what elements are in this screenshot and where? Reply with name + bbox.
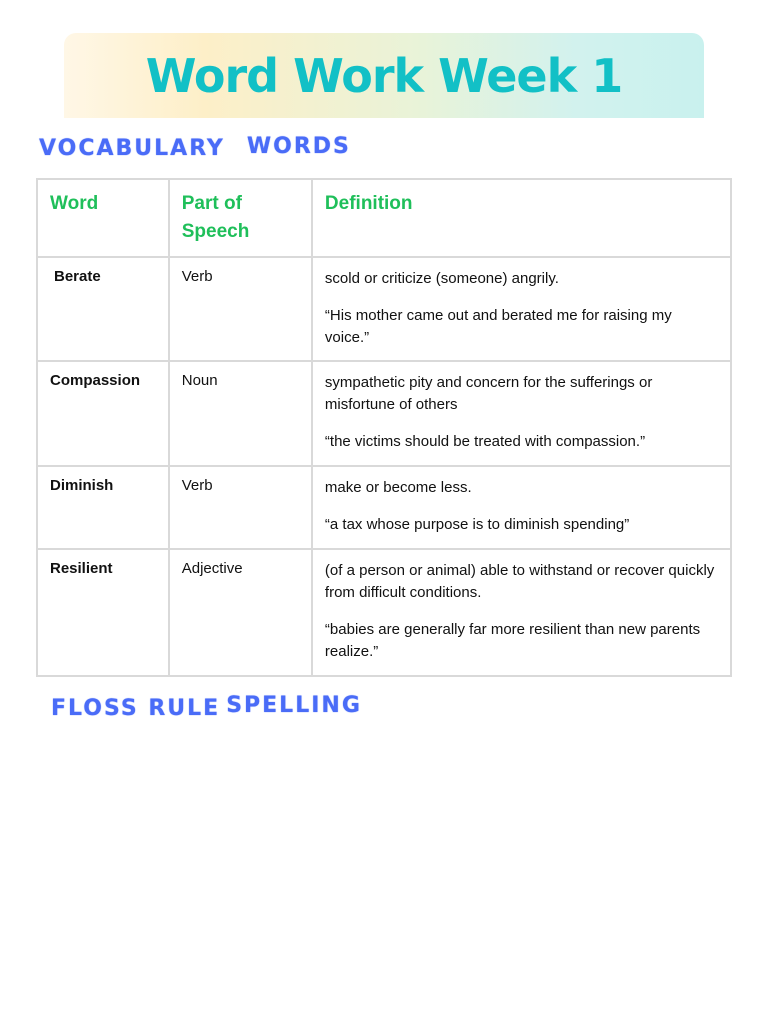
word-cell: Diminish	[37, 466, 169, 549]
definition-text: sympathetic pity and concern for the sufferings or misfortune of others	[324, 374, 653, 413]
vocabulary-table	[36, 178, 732, 677]
floss-rule-spelling-heading	[51, 693, 362, 721]
page-title: Word Work Week 1	[145, 48, 623, 103]
vocabulary-words-heading	[39, 136, 351, 161]
table-row	[37, 361, 731, 466]
table-row	[37, 257, 731, 361]
vocabulary-heading-part1: VOCABULARY	[39, 136, 225, 161]
header-part-of-speech: Part of Speech	[169, 179, 312, 257]
definition-cell	[312, 361, 731, 466]
example-text: “His mother came out and berated me for raising my voice.”	[324, 307, 672, 346]
example-text: “babies are generally far more resilient than new parents realize.”	[324, 621, 701, 660]
table-row	[37, 549, 731, 676]
spelling-heading-part2: SPELLING	[226, 693, 362, 718]
definition-cell	[312, 466, 731, 549]
part-of-speech-cell: Verb	[169, 257, 312, 361]
title-banner	[64, 33, 704, 118]
spelling-heading-part1: FLOSS RULE	[51, 696, 221, 721]
word-cell: Compassion	[37, 361, 169, 466]
header-word: Word	[37, 179, 169, 257]
word-text: Berate	[54, 268, 101, 285]
vocabulary-heading-part2: WORDS	[246, 134, 351, 159]
example-text: “a tax whose purpose is to diminish spending”	[324, 516, 630, 533]
example-text: “the victims should be treated with compassion.”	[324, 433, 646, 450]
definition-text: make or become less.	[324, 479, 472, 496]
part-of-speech-cell: Adjective	[169, 549, 312, 676]
definition-cell	[312, 257, 731, 361]
word-cell	[37, 257, 169, 361]
header-definition: Definition	[312, 179, 731, 257]
part-of-speech-cell: Verb	[169, 466, 312, 549]
definition-cell	[312, 549, 731, 676]
table-row	[37, 466, 731, 549]
definition-text: scold or criticize (someone) angrily.	[324, 270, 559, 287]
table-header-row	[37, 179, 731, 257]
definition-text: (of a person or animal) able to withstand or recover quickly from difficult conditions.	[324, 562, 715, 601]
word-cell: Resilient	[37, 549, 169, 676]
part-of-speech-cell: Noun	[169, 361, 312, 466]
